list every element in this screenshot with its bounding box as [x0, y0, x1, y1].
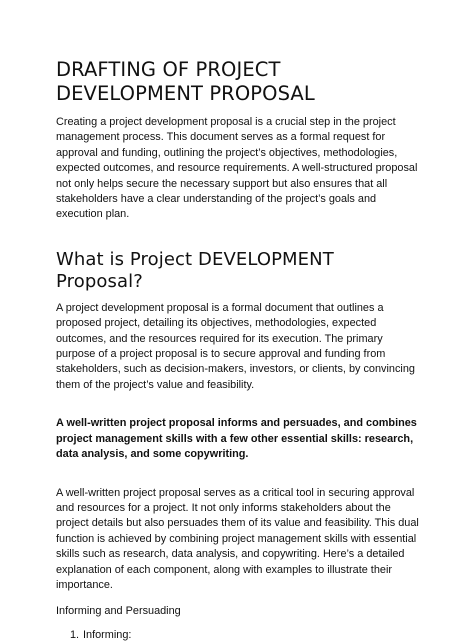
intro-paragraph: Creating a project development proposal is a crucial step in the project management process. This document serves as a formal request for approval and funding, outlining the project’s objectives, methodologies, expected outcomes, and resource requirements. A well-structured proposal not only helps secure the necessary support but also ensures that all stakeholders have a clear understanding of the project’s goals and execution plan.: [56, 116, 418, 221]
definition-paragraph: A project development proposal is a formal document that outlines a proposed project, detailing its objectives, methodologies, expected outcomes, and the resources required for its execution. The primary purpose of a project proposal is to secure approval and funding from stakeholders, such as decision-makers, investors, or clients, by convincing them of the project’s value and feasibility.: [56, 301, 415, 391]
list-item: [56, 628, 422, 643]
subheading-informing-persuading: Informing and Persuading: [56, 605, 181, 618]
bold-statement: A well-written project proposal informs and persuades, and combines project management skills with a few other essential skills: research, data analysis, and some copywriting.: [56, 417, 417, 461]
list-item-label: Informing:: [83, 628, 132, 641]
list-item-number: 1.: [70, 628, 80, 641]
document-page: [56, 58, 422, 643]
document-title: DRAFTING OF PROJECT DEVELOPMENT PROPOSAL: [56, 58, 315, 105]
numbered-list: [56, 628, 422, 643]
section-heading: What is Project DEVELOPMENT Proposal?: [56, 248, 334, 292]
explanation-paragraph: A well-written project proposal serves as a critical tool in securing approval and resources for a project. It not only informs stakeholders about the project details but also persuades them of its value and feasibility. This dual function is achieved by combining project management skills with essential skills such as research, data analysis, and copywriting. Here’s a detailed explanation of each component, along with examples to illustrate their importance.: [56, 486, 419, 591]
